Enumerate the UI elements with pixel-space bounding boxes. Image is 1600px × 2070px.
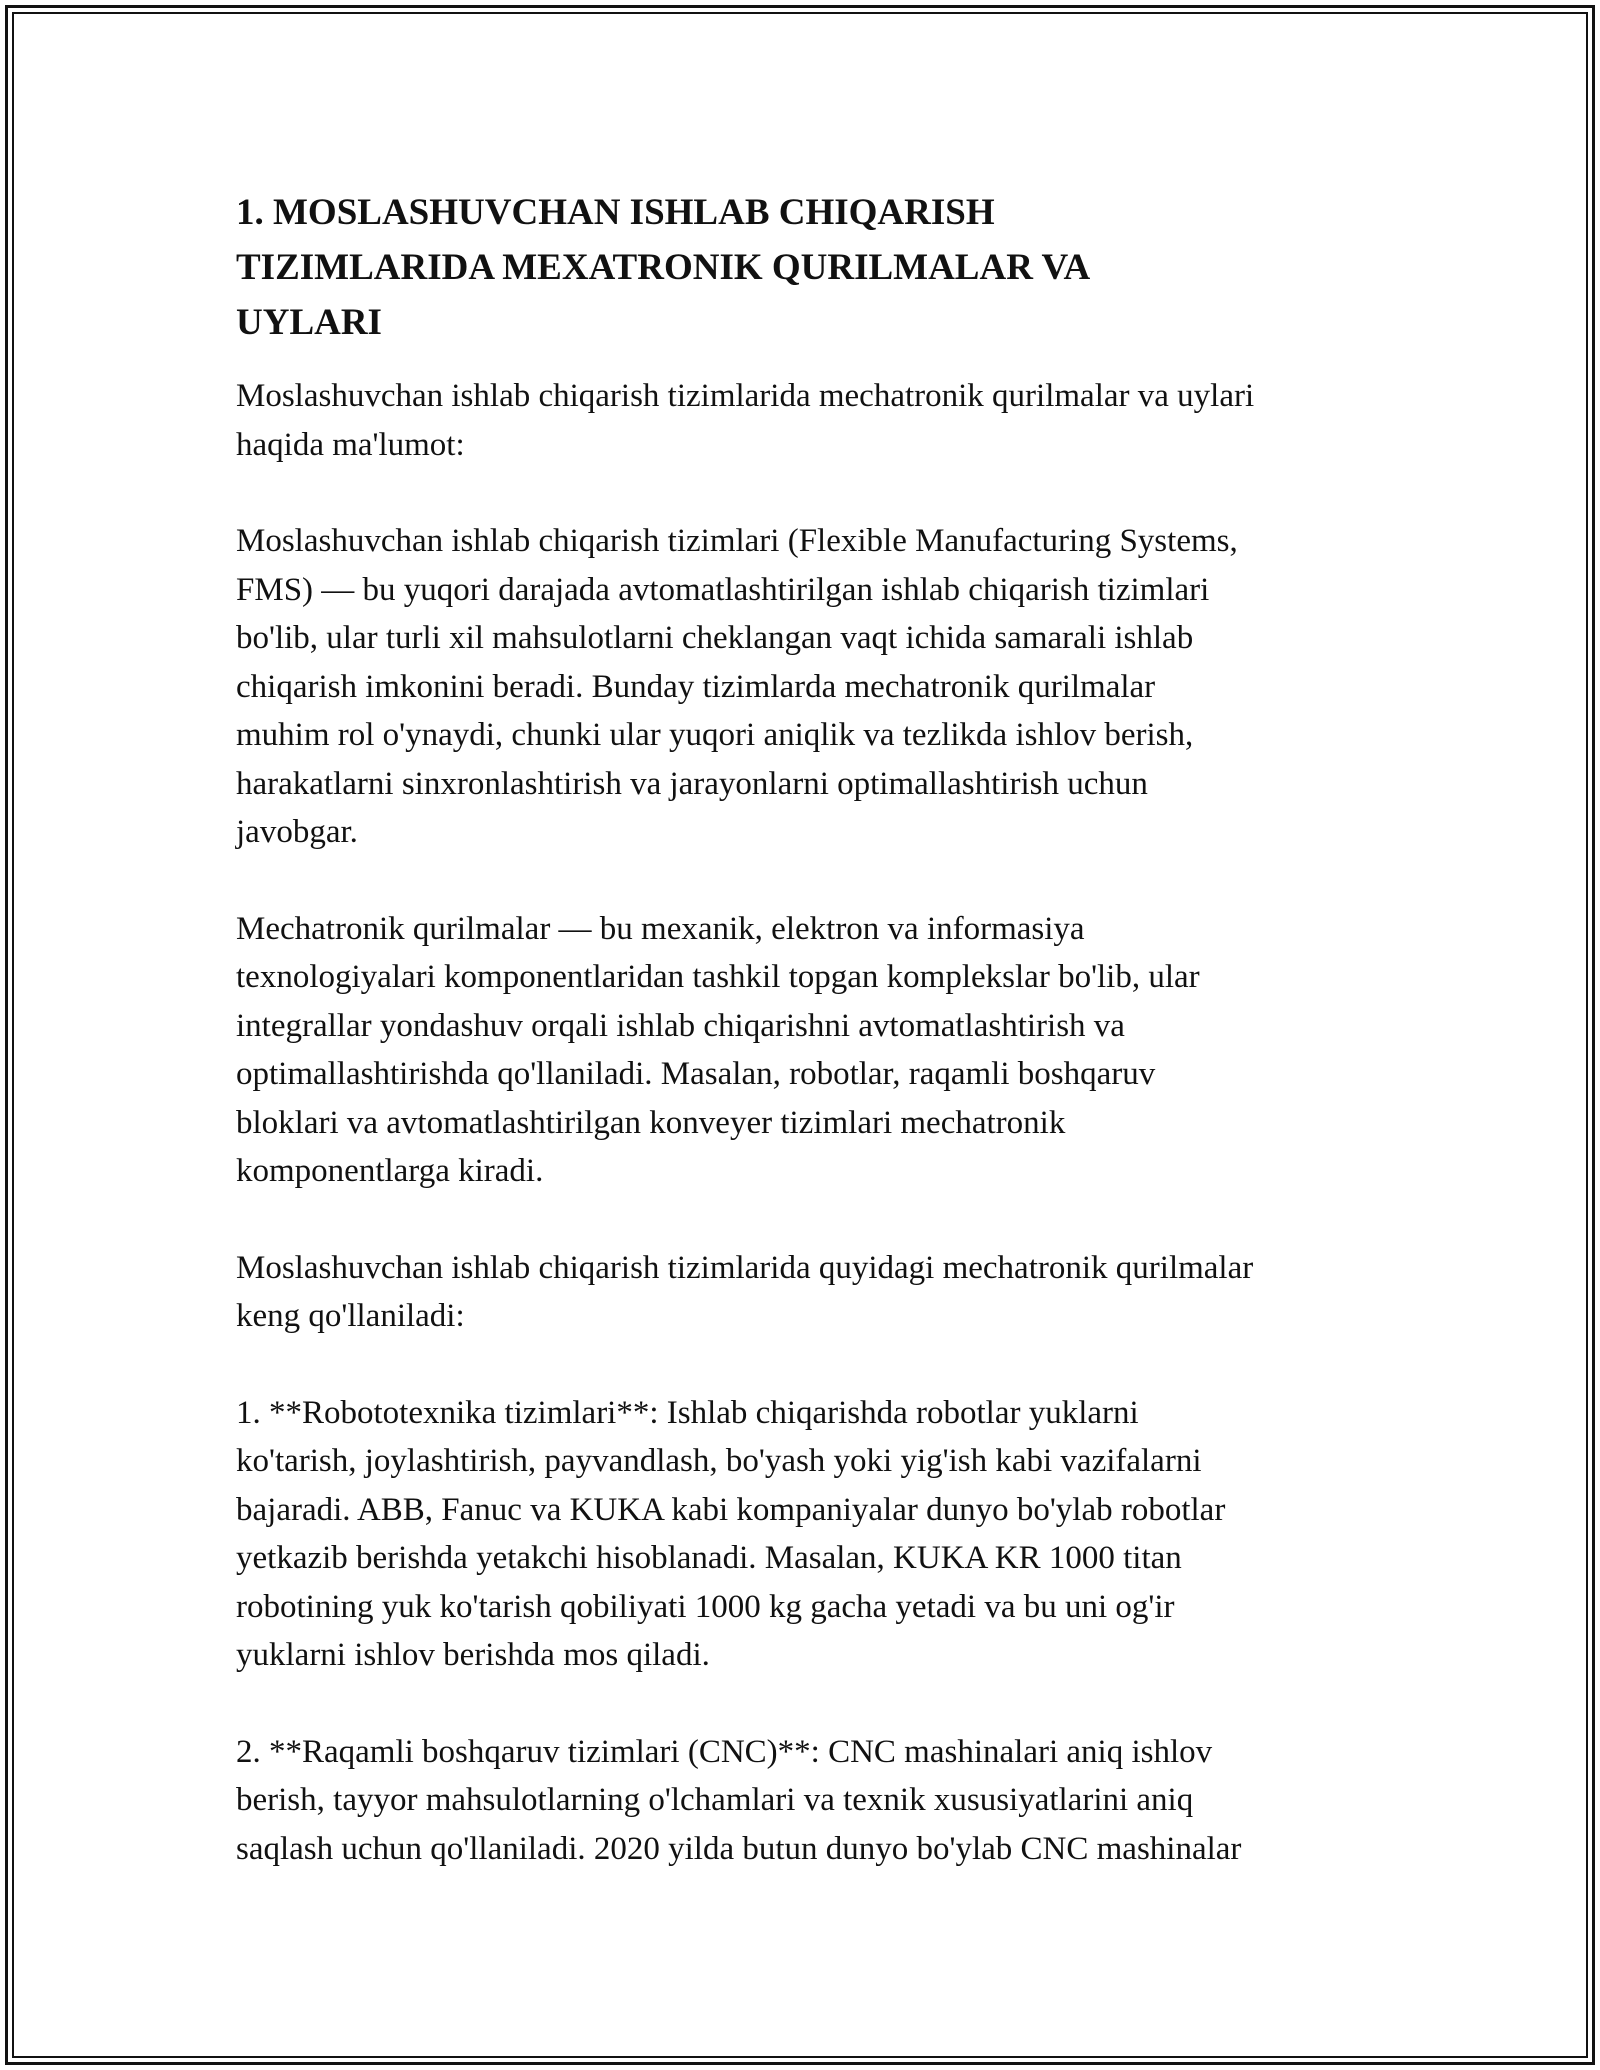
- list-item-cnc: 2. **Raqamli boshqaruv tizimlari (CNC)**: CNC mashinalari aniq ishlov berish, tayyor mahsulotlarning o'lchamlari va texnik xususiyatlarini aniq saqlash uchun qo'llaniladi. 2020 yilda butun dunyo bo'ylab CNC mashinalar: [236, 1733, 1242, 1867]
- fms-definition-paragraph: Moslashuvchan ishlab chiqarish tizimlari (Flexible Manufacturing Systems, FMS) — bu yuqori darajada avtomatlashtirilgan ishlab chiqarish tizimlari bo'lib, ular turli xil mahsulotlarni cheklangan vaqt ichida samarali ishlab chiqarish imkonini beradi. Bunday tizimlarda mechatronik qurilmalar muhim rol o'ynaydi, chunki ular yuqori aniqlik va tezlikda ishlov berish, harakatlarni sinxronlashtirish va jarayonlarni optimallashtirish uchun javobgar.: [236, 523, 1238, 850]
- devices-intro-paragraph: Moslashuvchan ishlab chiqarish tizimlarida quyidagi mechatronik qurilmalar keng qo'llaniladi:: [236, 1249, 1254, 1334]
- intro-paragraph: Moslashuvchan ishlab chiqarish tizimlarida mechatronik qurilmalar va uylari haqida ma'lumot:: [236, 378, 1255, 463]
- section-heading: 1. MOSLASHUVCHAN ISHLAB CHIQARISH TIZIMLARIDA MEXATRONIK QURILMALAR VA UYLARI: [236, 192, 1089, 343]
- mechatronic-definition-paragraph: Mechatronik qurilmalar — bu mexanik, elektron va informasiya texnologiyalari komponentlaridan tashkil topgan komplekslar bo'lib, ular integrallar yondashuv orqali ishlab chiqarishni avtomatlashtirish va optimallashtirishda qo'llaniladi. Masalan, robotlar, raqamli boshqaruv bloklari va avtomatlashtirilgan konveyer tizimlari mechatronik komponentlarga kiradi.: [236, 910, 1200, 1189]
- list-item-robotics: 1. **Robototexnika tizimlari**: Ishlab chiqarishda robotlar yuklarni ko'tarish, joylashtirish, payvandlash, bo'yash yoki yig'ish kabi vazifalarni bajaradi. ABB, Fanuc va KUKA kabi kompaniyalar dunyo bo'ylab robotlar yetkazib berishda yetakchi hisoblanadi. Masalan, KUKA KR 1000 titan robotining yuk ko'tarish qobiliyati 1000 kg gacha yetadi va bu uni og'ir yuklarni ishlov berishda mos qiladi.: [236, 1394, 1226, 1673]
- document-body: [236, 185, 1396, 1921]
